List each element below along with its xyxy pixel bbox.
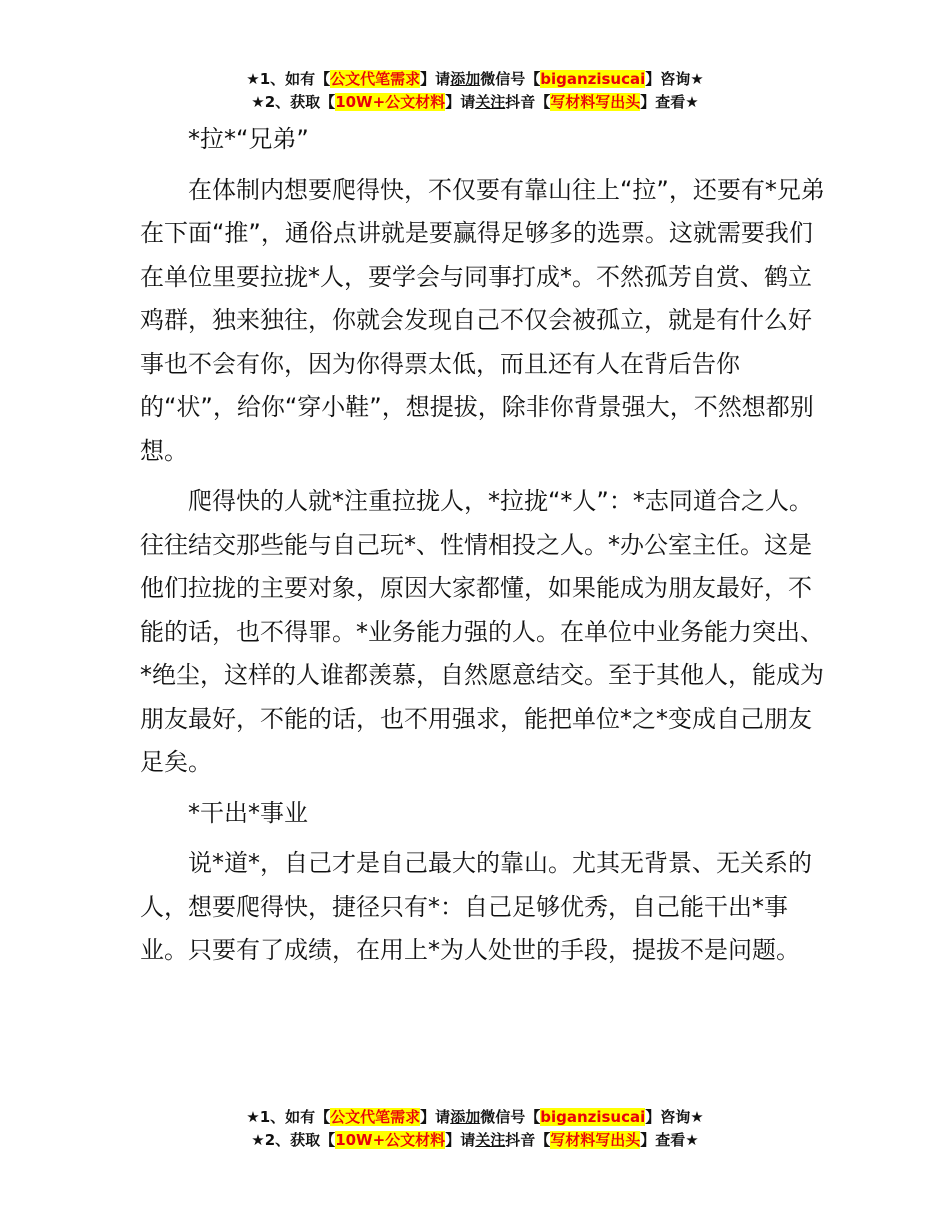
footer-banner bbox=[0, 1106, 950, 1152]
section-heading: *干出*事业 bbox=[188, 798, 308, 827]
banner-text: 】请 bbox=[420, 1108, 451, 1126]
banner-underline: 添加 bbox=[450, 70, 481, 88]
banner-text: ★1、如有【 bbox=[246, 70, 331, 88]
banner-text: 抖音【 bbox=[505, 93, 551, 111]
banner-highlight: 10W+公文材料 bbox=[335, 1131, 446, 1149]
paragraph: 爬得快的人就*注重拉拢人，*拉拢“*人”：*志同道合之人。往往结交那些能与自己玩*、性情相投之人。*办公室主任。这是他们拉拢的主要对象，原因大家都懂，如果能成为朋友最好，不能的话，也不得罪。*业务能力强的人。在单位中业务能力突出、*绝尘，这样的人谁都羡慕，自然愿意结交。至于其他人，能成为朋友最好，不能的话，也不用强求，能把单位*之*变成自己朋友足矣。 bbox=[140, 487, 824, 776]
banner-text: 微信号【 bbox=[480, 1108, 541, 1126]
banner-underline: 关注 bbox=[475, 93, 506, 111]
banner-text: 】请 bbox=[420, 70, 451, 88]
paragraph: 在体制内想要爬得快，不仅要有靠山往上“拉”，还要有*兄弟在下面“推”，通俗点讲就是要赢得足够多的选票。这就需要我们在单位里要拉拢*人，要学会与同事打成*。不然孤芳自赏、鹤立鸡群，独来独往，你就会发现自己不仅会被孤立，就是有什么好事也不会有你，因为你得票太低，而且还有人在背后告你的“状”，给你“穿小鞋”，想提拔，除非你背景强大，不然想都别想。 bbox=[140, 175, 825, 465]
banner-line-1 bbox=[0, 68, 950, 91]
section-heading: *拉*“兄弟” bbox=[188, 125, 309, 153]
banner-text: 】请 bbox=[445, 93, 476, 111]
banner-underline: 关注 bbox=[475, 1131, 506, 1149]
header-banner bbox=[0, 68, 950, 114]
banner-line-2 bbox=[0, 1129, 950, 1152]
banner-text: 抖音【 bbox=[505, 1131, 551, 1149]
document-body bbox=[140, 118, 830, 980]
banner-highlight: 公文代笔需求 bbox=[330, 1108, 421, 1126]
banner-text: 】请 bbox=[445, 1131, 476, 1149]
banner-text: 】咨询★ bbox=[645, 1108, 704, 1126]
banner-text: 】查看★ bbox=[640, 93, 699, 111]
douyin-id: 写材料写出头 bbox=[550, 1131, 641, 1149]
banner-text: ★1、如有【 bbox=[246, 1108, 331, 1126]
banner-line-1 bbox=[0, 1106, 950, 1129]
banner-highlight: 10W+公文材料 bbox=[335, 93, 446, 111]
banner-highlight: 公文代笔需求 bbox=[330, 70, 421, 88]
banner-text: 微信号【 bbox=[480, 70, 541, 88]
banner-text: ★2、获取【 bbox=[251, 93, 336, 111]
banner-underline: 添加 bbox=[450, 1108, 481, 1126]
paragraph: 说*道*，自己才是自己最大的靠山。尤其无背景、无关系的人，想要爬得快，捷径只有*：自己足够优秀，自己能干出*事业。只要有了成绩，在用上*为人处世的手段，提拔不是问题。 bbox=[140, 849, 812, 964]
wechat-id: biganzisucai bbox=[540, 70, 646, 88]
banner-text: 】咨询★ bbox=[645, 70, 704, 88]
banner-text: ★2、获取【 bbox=[251, 1131, 336, 1149]
douyin-id: 写材料写出头 bbox=[550, 93, 641, 111]
banner-line-2 bbox=[0, 91, 950, 114]
wechat-id: biganzisucai bbox=[540, 1108, 646, 1126]
banner-text: 】查看★ bbox=[640, 1131, 699, 1149]
